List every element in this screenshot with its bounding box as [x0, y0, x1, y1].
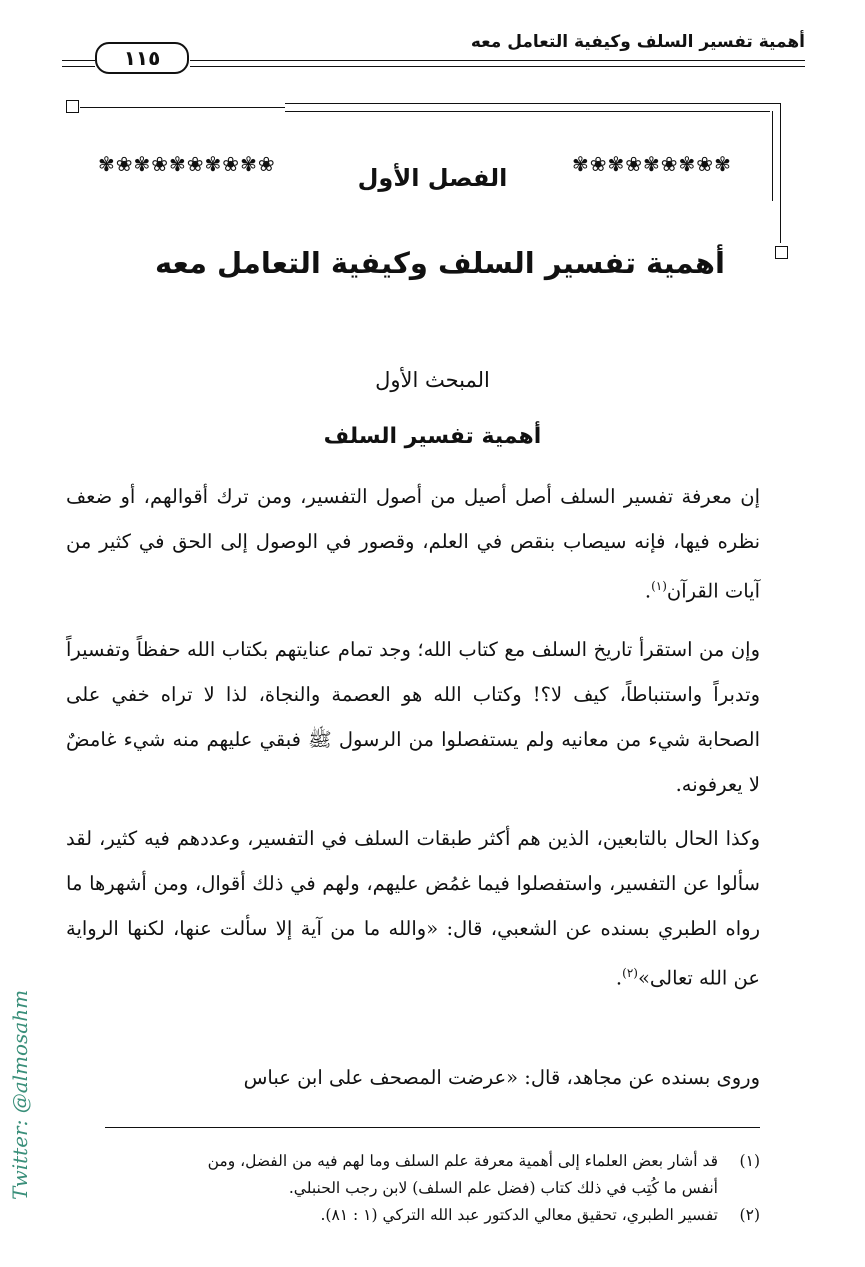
page-number: ١١٥: [95, 42, 189, 74]
ornament-left-icon: ✾❀✾❀✾❀✾❀✾❀: [98, 152, 276, 176]
frame-line-left: [80, 107, 285, 108]
footnote-2: [66, 1202, 760, 1229]
paragraph-3-tail: .: [615, 966, 623, 990]
footnote-1: [66, 1148, 760, 1175]
frame-line-vertical-inner: [772, 111, 773, 201]
footnote-1-continued: [66, 1175, 760, 1202]
footnote-ref-1[interactable]: (١): [651, 579, 667, 593]
frame-corner-left-icon: [66, 100, 79, 113]
chapter-label: الفصل الأول: [357, 164, 508, 192]
footnote-1-number: (١): [739, 1152, 760, 1170]
twitter-watermark: Twitter: @almosahm: [8, 989, 32, 1200]
frame-line-vertical-outer: [780, 103, 781, 243]
footnote-2-number: (٢): [739, 1206, 760, 1224]
frame-line-left-inner: [285, 103, 770, 104]
running-title: أهمية تفسير السلف وكيفية التعامل معه: [470, 32, 805, 52]
header-rule-left-2: [62, 66, 95, 67]
paragraph-4: [66, 1055, 760, 1100]
section-title: أهمية تفسير السلف: [323, 424, 542, 449]
footnote-2-line1: تفسير الطبري، تحقيق معالي الدكتور عبد الله التركي (١ : ٨١).: [320, 1206, 718, 1224]
header-rule-right: [190, 60, 805, 61]
paragraph-3-text: وكذا الحال بالتابعين، الذين هم أكثر طبقات السلف في التفسير، وعددهم فيه كثير، لقد سألوا عن التفسير، واستفصلوا فيما غمُض عليهم، ولهم في ذلك أقوال، ومن أشهرها ما رواه الطبري بسنده عن الشعبي، قال: «والله ما من آية إلا سألت عنها، لكنها الرواية عن الله تعالى»: [66, 827, 760, 990]
frame-line-join: [770, 103, 781, 104]
section-label: المبحث الأول: [375, 368, 490, 392]
footnote-1-line1: قد أشار بعض العلماء إلى أهمية معرفة علم السلف وما لهم فيه من الفضل، ومن: [207, 1152, 718, 1170]
paragraph-1-text: إن معرفة تفسير السلف أصل أصيل من أصول التفسير، ومن ترك أقوالهم، أو ضعف نظره فيها، فإنه سيصاب بنقص في العلم، وقصور في الوصول إلى الحق في كثير من آيات القرآن: [66, 485, 760, 603]
header-rule-left: [62, 60, 95, 61]
paragraph-2: [66, 627, 760, 807]
frame-corner-right-icon: [775, 246, 788, 259]
header-rule-right-2: [190, 66, 805, 67]
paragraph-2-text: وإن من استقرأ تاريخ السلف مع كتاب الله؛ وجد تمام عنايتهم بكتاب الله حفظاً وتفسيراً وتدبراً واستنباطاً، كيف لا؟! وكتاب الله هو العصمة والنجاة، لذا لا تراه خفي على الصحابة شيء من معانيه ولم يستفصلوا من الرسول ﷺ فبقي عليهم منه شيء غامضٌ لا يعرفونه.: [66, 638, 760, 796]
frame-line-left-inner-2: [285, 111, 770, 112]
paragraph-1: [66, 474, 760, 614]
footnote-ref-2[interactable]: (٢): [622, 966, 638, 980]
ornament-right-icon: ✾❀✾❀✾❀✾❀✾: [572, 152, 732, 176]
paragraph-1-tail: .: [644, 579, 652, 603]
footnotes: [66, 1148, 760, 1229]
paragraph-3: [66, 816, 760, 1001]
footnote-separator: [105, 1127, 760, 1128]
chapter-title: أهمية تفسير السلف وكيفية التعامل معه: [155, 246, 725, 280]
paragraph-4-text: وروى بسنده عن مجاهد، قال: «عرضت المصحف على ابن عباس: [243, 1066, 760, 1089]
footnote-1-line2: أنفس ما كُتِب في ذلك كتاب (فضل علم السلف) لابن رجب الحنبلي.: [288, 1179, 718, 1197]
